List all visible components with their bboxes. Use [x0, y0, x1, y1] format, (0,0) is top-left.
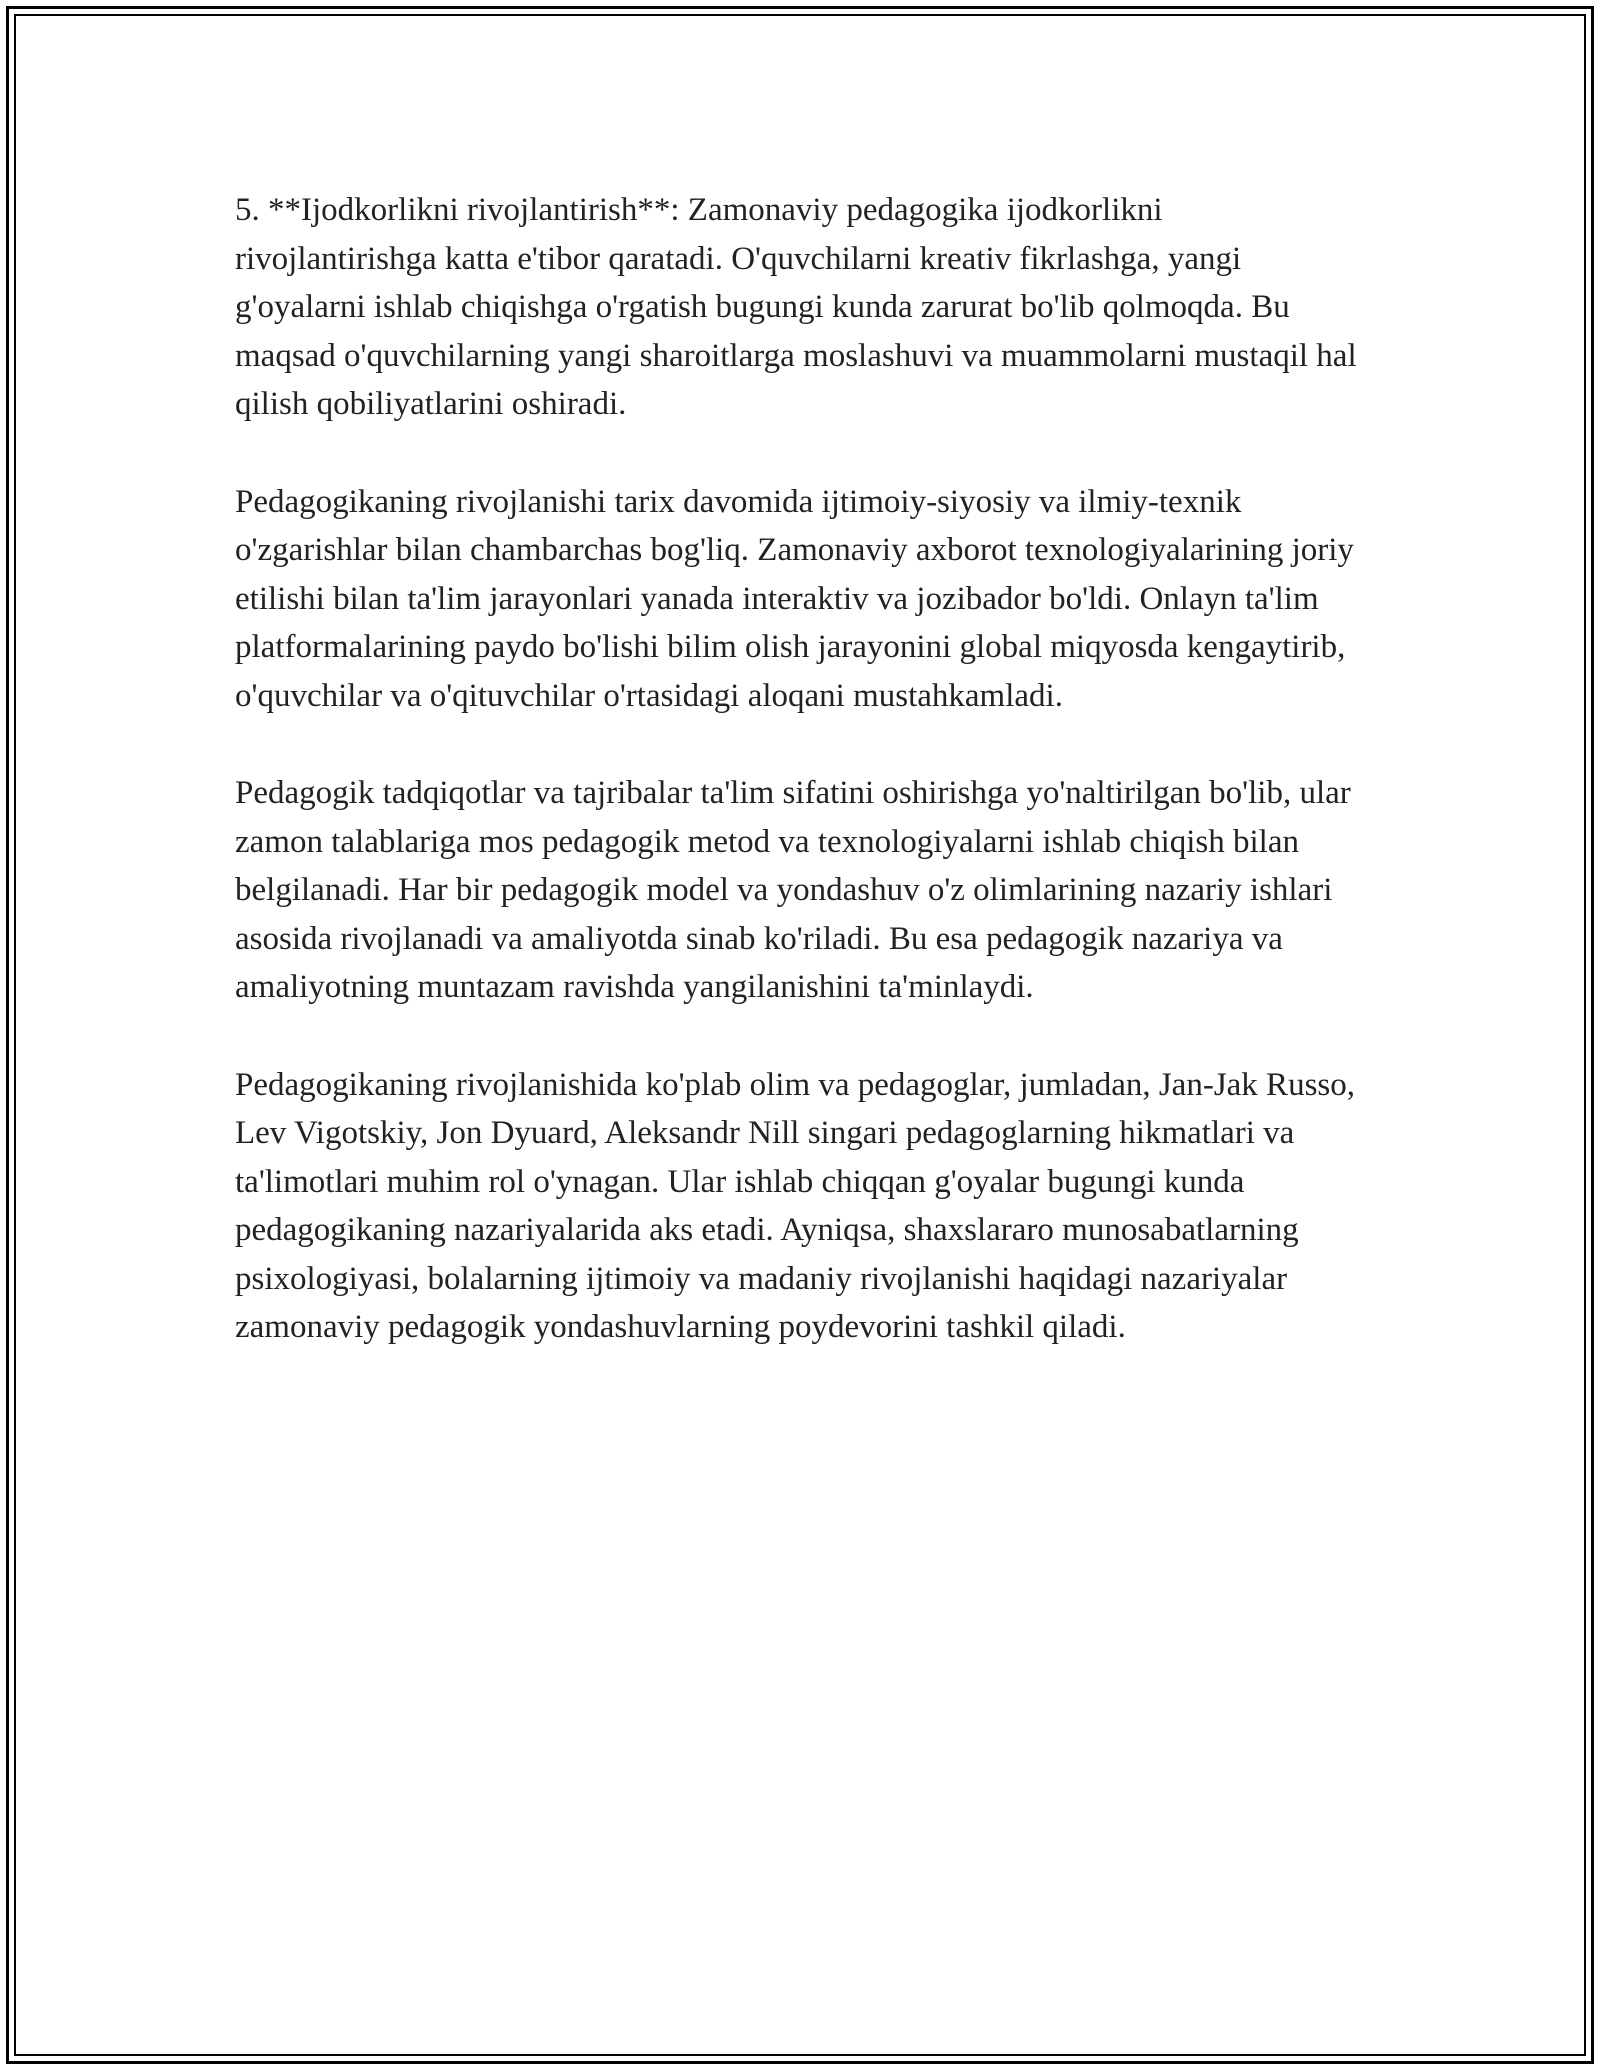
paragraph-scholars: Pedagogikaning rivojlanishida ko'plab olim va pedagoglar, jumladan, Jan-Jak Russo, Lev Vigotskiy, Jon Dyuard, Aleksandr Nill singari pedagoglarning hikmatlari va ta'limotlari muhim rol o'ynagan. Ular ishlab chiqqan g'oyalar bugungi kunda pedagogikaning nazariyalarida aks etadi. Ayniqsa, shaxslararo munosabatlarning psixologiyasi, bolalarning ijtimoiy va madaniy rivojlanishi haqidagi nazariyalar zamonaviy pedagogik yondashuvlarning poydevorini tashkil qiladi.: [235, 1066, 1356, 1345]
paragraph-research: Pedagogik tadqiqotlar va tajribalar ta'lim sifatini oshirishga yo'naltirilgan bo'lib, ular zamon talablariga mos pedagogik metod va texnologiyalarni ishlab chiqish bilan belgilanadi. Har bir pedagogik model va yondashuv o'z olimlarining nazariy ishlari asosida rivojlanadi va amaliyotda sinab ko'riladi. Bu esa pedagogik nazariya va amaliyotning muntazam ravishda yangilanishini ta'minlaydi.: [235, 775, 1351, 1005]
document-body: [235, 186, 1370, 1401]
paragraph-history: Pedagogikaning rivojlanishi tarix davomida ijtimoiy-siyosiy va ilmiy-texnik o'zgarishlar bilan chambarchas bog'liq. Zamonaviy axborot texnologiyalarining joriy etilishi bilan ta'lim jarayonlari yanada interaktiv va jozibador bo'ldi. Onlayn ta'lim platformalarining paydo bo'lishi bilim olish jarayonini global miqyosda kengaytirib, o'quvchilar va o'qituvchilar o'rtasidagi aloqani mustahkamladi.: [235, 483, 1354, 714]
paragraph-creativity: 5. **Ijodkorlikni rivojlantirish**: Zamonaviy pedagogika ijodkorlikni rivojlantirishga katta e'tibor qaratadi. O'quvchilarni kreativ fikrlashga, yangi g'oyalarni ishlab chiqishga o'rgatish bugungi kunda zarurat bo'lib qolmoqda. Bu maqsad o'quvchilarning yangi sharoitlarga moslashuvi va muammolarni mustaqil hal qilish qobiliyatlarini oshiradi.: [235, 192, 1357, 422]
